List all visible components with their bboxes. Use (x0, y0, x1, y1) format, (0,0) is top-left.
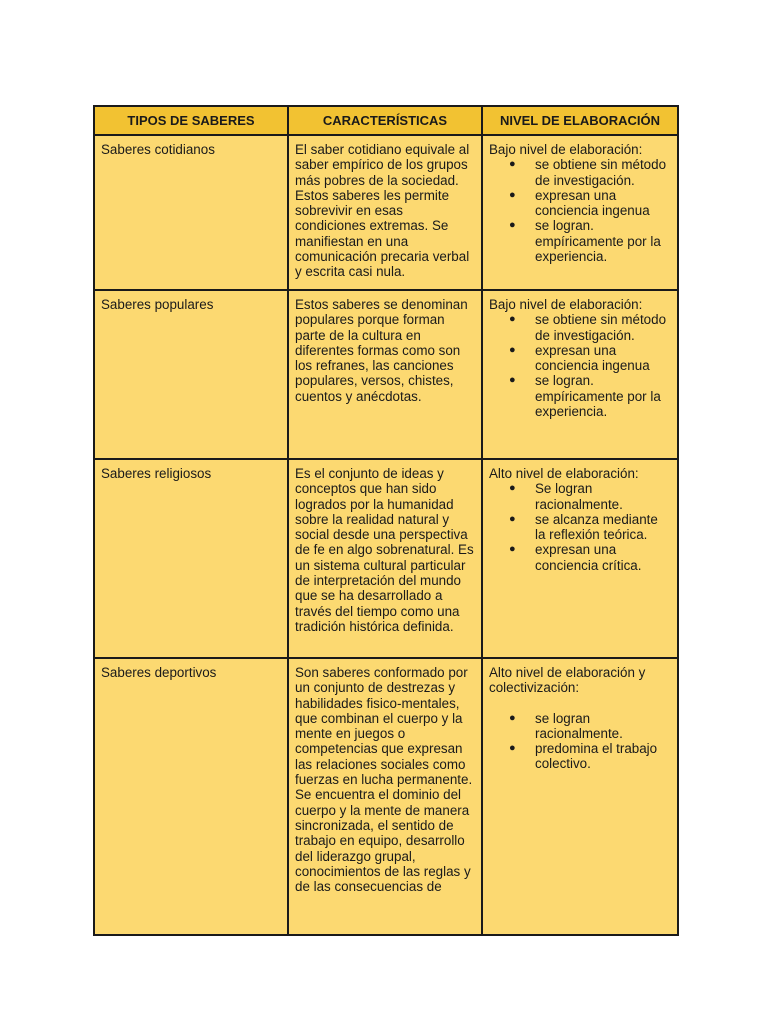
bullet-icon: ● (509, 374, 516, 387)
list-item (509, 218, 671, 264)
header-row (94, 106, 678, 135)
bullet-icon: ● (509, 188, 516, 201)
nivel-cell (482, 459, 678, 658)
list-item-text: se alcanza mediante la reflexión teórica. (535, 511, 658, 543)
caracteristicas-cell (288, 290, 482, 459)
list-item-text: se logran. empíricamente por la experiencia. (535, 373, 661, 420)
list-item-text: expresan una conciencia ingenua (535, 342, 650, 374)
caracteristicas-text: Son saberes conformado por un conjunto de destrezas y habilidades fisico-mentales, que combinan el cuerpo y la mente en juegos o competencias que expresan las relaciones sociales como fuerzas en lucha permanente. Se encuentra el dominio del cuerpo y la mente de manera sincronizada, el sentido de trabajo en equipo, desarrollo del liderazgo grupal, conocimientos de las reglas y de las consecuencias de (295, 665, 473, 895)
bullet-icon: ● (509, 711, 516, 724)
list-item-text: se obtiene sin método de investigación. (535, 157, 667, 188)
table-row (94, 459, 678, 658)
table-row (94, 135, 678, 290)
header-caracteristicas: CARACTERÍSTICAS (288, 106, 482, 135)
list-item (509, 711, 671, 742)
list-item-text: expresan una conciencia crítica. (535, 542, 642, 573)
nivel-cell (482, 135, 678, 290)
bullet-icon: ● (509, 512, 516, 525)
caracteristicas-text: Es el conjunto de ideas y conceptos que han sido logrados por la humanidad sobre la realidad natural y social desde una perspectiva de fe en algo sobrenatural. Es un sistema cultural particular de interpretación del mundo que se ha desarrollado a través del tiempo como una tradición histórica definida. (295, 466, 474, 634)
saberes-table (93, 105, 679, 936)
list-item (509, 343, 671, 374)
bullet-icon: ● (509, 343, 516, 356)
list-item-text: expresan una conciencia ingenua (535, 187, 650, 219)
table-row (94, 658, 678, 935)
table-row (94, 290, 678, 459)
nivel-list (489, 481, 671, 573)
caracteristicas-cell (288, 658, 482, 935)
list-item (509, 542, 671, 573)
list-item-text: se logran. empíricamente por la experiencia. (535, 218, 661, 265)
bullet-icon: ● (509, 543, 516, 556)
nivel-list (489, 711, 671, 772)
bullet-icon: ● (509, 313, 516, 326)
tipo-cell (94, 290, 288, 459)
bullet-icon: ● (509, 219, 516, 232)
bullet-icon: ● (509, 742, 516, 755)
tipo-text: Saberes deportivos (101, 665, 217, 680)
nivel-title: Bajo nivel de elaboración: (489, 142, 643, 157)
caracteristicas-text: Estos saberes se denominan populares porque forman parte de la cultura en diferentes formas como son los refranes, las canciones populares, versos, chistes, cuentos y anécdotas. (295, 297, 468, 404)
nivel-list (489, 312, 671, 419)
nivel-list (489, 157, 671, 264)
list-item (509, 512, 671, 543)
caracteristicas-cell (288, 459, 482, 658)
tipo-text: Saberes religiosos (101, 466, 212, 481)
list-item-text: Se logran racionalmente. (535, 481, 623, 512)
tipo-text: Saberes populares (101, 297, 214, 312)
list-item-text: se logran racionalmente. (535, 710, 623, 741)
tipo-text: Saberes cotidianos (101, 142, 215, 157)
bullet-icon: ● (509, 482, 516, 495)
list-item (509, 373, 671, 419)
list-item (509, 481, 671, 512)
list-item (509, 312, 671, 343)
list-item (509, 741, 671, 772)
header-nivel: NIVEL DE ELABORACIÓN (482, 106, 678, 135)
list-item-text: predomina el trabajo colectivo. (535, 741, 658, 772)
nivel-title: Alto nivel de elaboración y colectivización: (489, 665, 646, 696)
nivel-title: Alto nivel de elaboración: (489, 466, 639, 481)
nivel-title: Bajo nivel de elaboración: (489, 297, 643, 312)
nivel-cell (482, 290, 678, 459)
tipo-cell (94, 459, 288, 658)
list-item-text: se obtiene sin método de investigación. (535, 312, 667, 343)
tipo-cell (94, 135, 288, 290)
tipo-cell (94, 658, 288, 935)
caracteristicas-cell (288, 135, 482, 290)
list-item (509, 188, 671, 219)
caracteristicas-text: El saber cotidiano equivale al saber empírico de los grupos más pobres de la sociedad. Estos saberes les permite sobrevivir en esas condiciones extremas. Se manifiestan en una comunicación precaria verbal y escrita casi nula. (295, 142, 470, 280)
nivel-cell (482, 658, 678, 935)
bullet-icon: ● (509, 158, 516, 171)
header-tipos: TIPOS DE SABERES (94, 106, 288, 135)
list-item (509, 157, 671, 188)
